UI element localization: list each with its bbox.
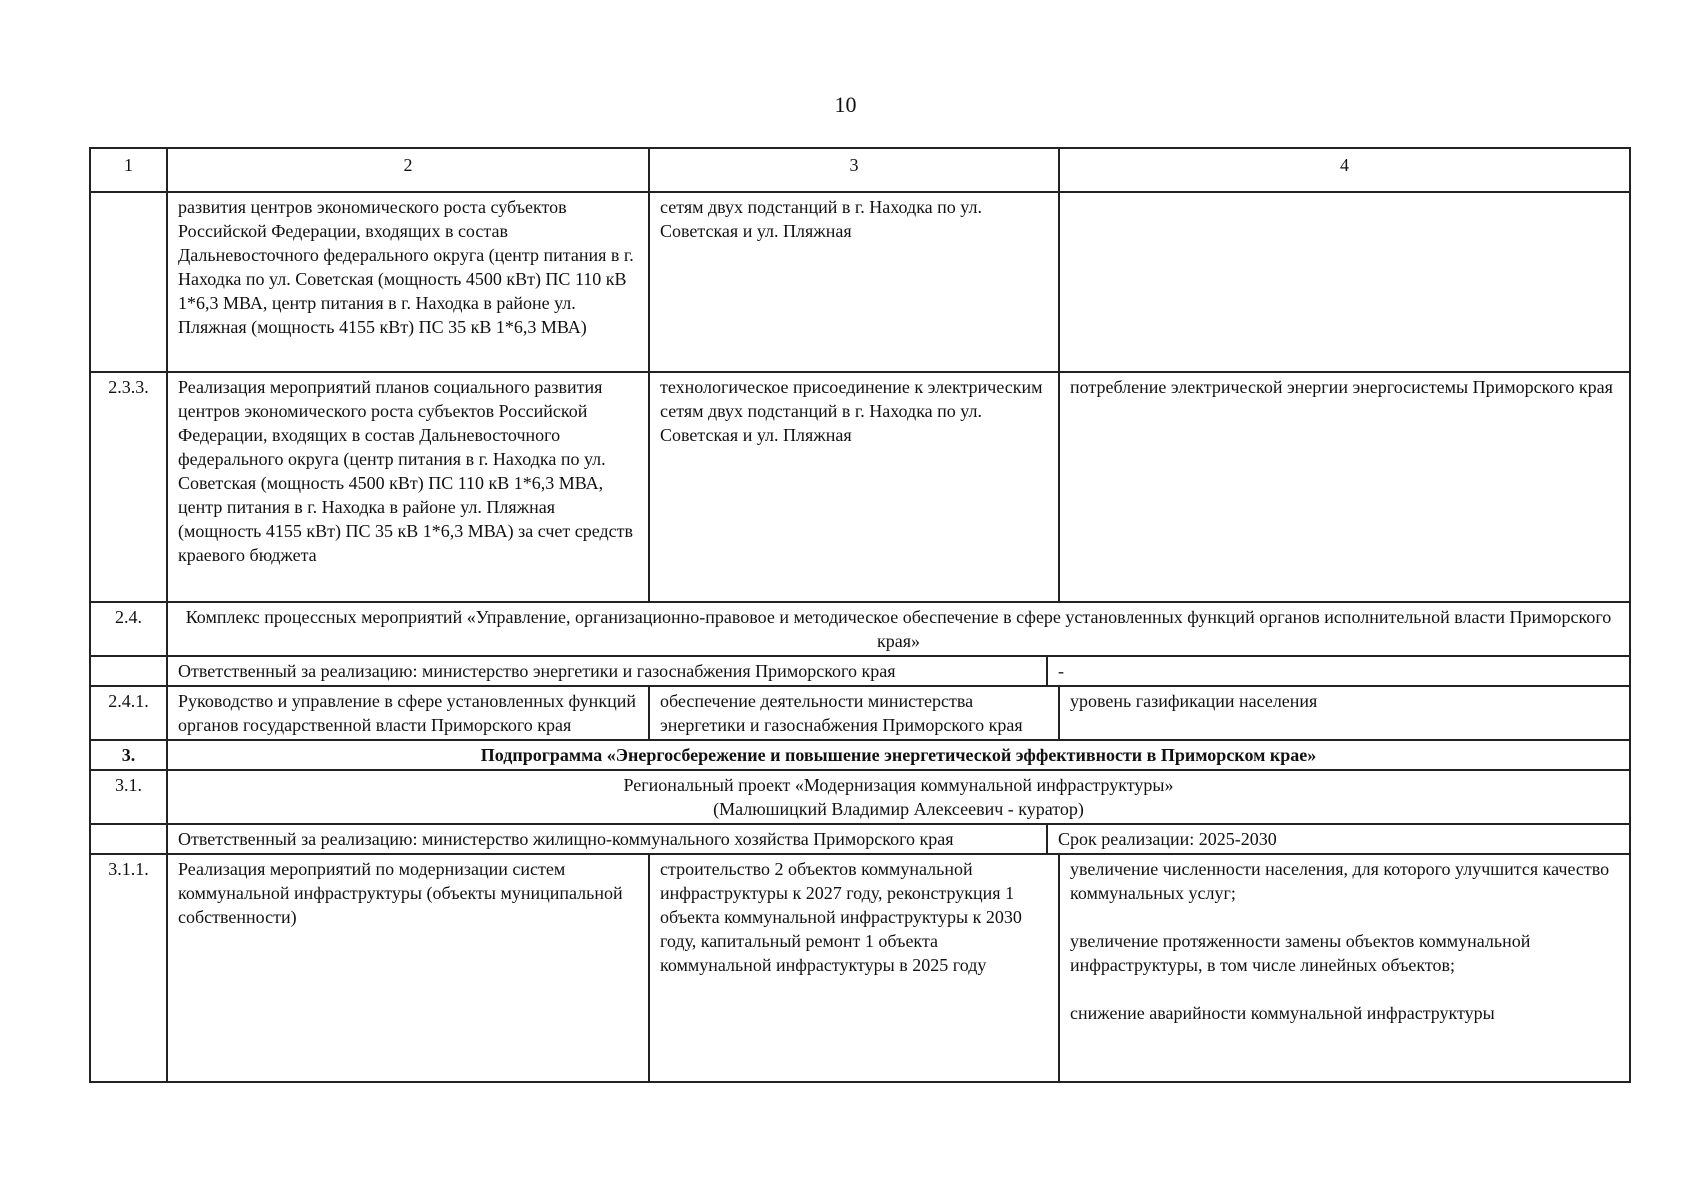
row-number: 2.3.3. (90, 372, 167, 602)
task-cell: сетям двух подстанций в г. Находка по ул. Советская и ул. Пляжная (649, 192, 1059, 372)
row-number: 3.1.1. (90, 854, 167, 1082)
table-header-row (90, 148, 1630, 192)
measure-name-cell: Руководство и управление в сфере установленных функций органов государственной власти Приморского края (167, 686, 649, 740)
row-number (90, 824, 167, 854)
table-row (90, 602, 1630, 656)
indicator-cell: потребление электрической энергии энергосистемы Приморского края (1059, 372, 1630, 602)
table-row (90, 372, 1630, 602)
table-row (90, 824, 1630, 854)
row-number: 2.4.1. (90, 686, 167, 740)
regional-project-title: Региональный проект «Модернизация коммунальной инфраструктуры» (Малюшицкий Владимир Алексеевич - куратор) (167, 770, 1630, 824)
row-number: 2.4. (90, 602, 167, 656)
subprogram-title: Подпрограмма «Энергосбережение и повышение энергетической эффективности в Приморском крае» (167, 740, 1630, 770)
table-row (90, 686, 1630, 740)
table-row (90, 854, 1630, 1082)
period-cell: - (1047, 656, 1630, 686)
row-number: 3. (90, 740, 167, 770)
program-table (89, 147, 1631, 1083)
header-col-3: 3 (649, 148, 1059, 192)
table-row (90, 656, 1630, 686)
task-cell: строительство 2 объектов коммунальной инфраструктуры к 2027 году, реконструкция 1 объекта коммунальной инфраструктуры к 2030 году, капитальный ремонт 1 объекта коммунальной инфрастуктуры в 2025 году (649, 854, 1059, 1082)
page-number: 10 (834, 92, 857, 117)
task-cell: обеспечение деятельности министерства энергетики и газоснабжения Приморского края (649, 686, 1059, 740)
indicator-cell: уровень газификации населения (1059, 686, 1630, 740)
header-col-1: 1 (90, 148, 167, 192)
table-row (90, 740, 1630, 770)
row-number (90, 192, 167, 372)
header-col-4: 4 (1059, 148, 1630, 192)
table-row (90, 770, 1630, 824)
responsible-cell: Ответственный за реализацию: министерство жилищно-коммунального хозяйства Приморского края (167, 824, 1047, 854)
task-cell: технологическое присоединение к электрическим сетям двух подстанций в г. Находка по ул. Советская и ул. Пляжная (649, 372, 1059, 602)
measure-name-cell: развития центров экономического роста субъектов Российской Федерации, входящих в состав Дальневосточного федерального округа (центр питания в г. Находка по ул. Советская (мощность 4500 кВт) ПС 110 кВ 1*6,3 МВА, центр питания в г. Находка в районе ул. Пляжная (мощность 4155 кВт) ПС 35 кВ 1*6,3 МВА) (167, 192, 649, 372)
row-number: 3.1. (90, 770, 167, 824)
responsible-cell: Ответственный за реализацию: министерство энергетики и газоснабжения Приморского края (167, 656, 1047, 686)
header-col-2: 2 (167, 148, 649, 192)
period-cell: Срок реализации: 2025-2030 (1047, 824, 1630, 854)
table-row (90, 192, 1630, 372)
process-complex-title: Комплекс процессных мероприятий «Управление, организационно-правовое и методическое обеспечение в сфере установленных функций органов исполнительной власти Приморского края» (167, 602, 1630, 656)
row-number (90, 656, 167, 686)
measure-name-cell: Реализация мероприятий планов социального развития центров экономического роста субъектов Российской Федерации, входящих в состав Дальневосточного федерального округа (центр питания в г. Находка по ул. Советская (мощность 4500 кВт) ПС 110 кВ 1*6,3 МВА, центр питания в г. Находка в районе ул. Пляжная (мощность 4155 кВт) ПС 35 кВ 1*6,3 МВА) за счет средств краевого бюджета (167, 372, 649, 602)
indicator-cell: увеличение численности населения, для которого улучшится качество коммунальных услуг; увеличение протяженности замены объектов коммунальной инфраструктуры, в том числе линейных объектов; снижение аварийности коммунальной инфраструктуры (1059, 854, 1630, 1082)
measure-name-cell: Реализация мероприятий по модернизации систем коммунальной инфраструктуры (объекты муниципальной собственности) (167, 854, 649, 1082)
indicator-cell (1059, 192, 1630, 372)
